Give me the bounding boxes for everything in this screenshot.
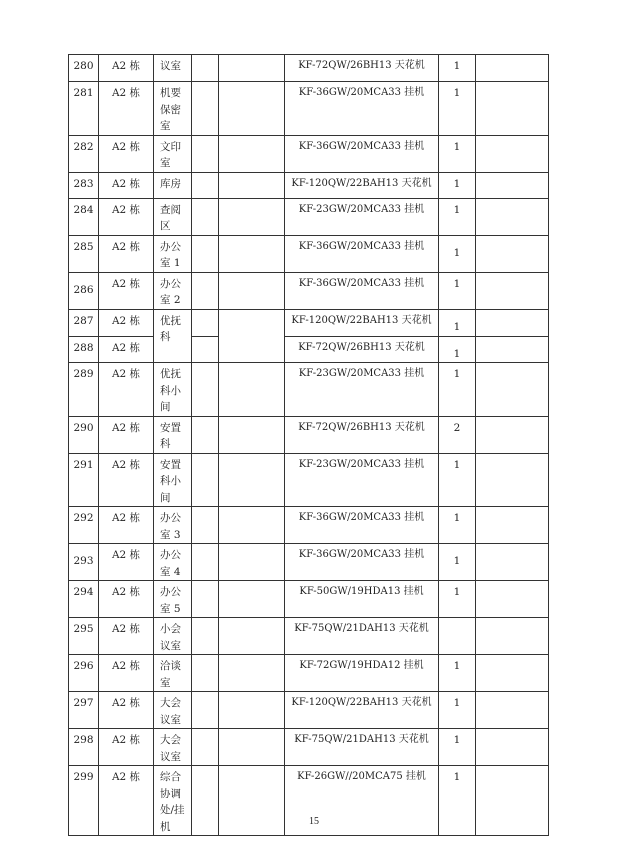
building-cell: A2 栋 — [99, 618, 154, 655]
building-cell: A2 栋 — [99, 766, 154, 836]
row-number: 285 — [69, 235, 99, 272]
table-row — [69, 363, 549, 417]
table-row — [69, 235, 549, 272]
empty-cell — [476, 655, 549, 692]
page-number: 15 — [309, 816, 319, 827]
row-number: 284 — [69, 198, 99, 235]
empty-cell — [192, 655, 219, 692]
empty-cell — [192, 336, 219, 363]
empty-cell — [219, 198, 285, 235]
empty-cell — [476, 581, 549, 618]
model-cell: KF-72QW/26BH13 天花机 — [285, 416, 439, 453]
quantity-cell: 1 — [439, 55, 476, 82]
row-number: 293 — [69, 544, 99, 581]
empty-cell — [476, 82, 549, 136]
quantity-cell: 1 — [439, 82, 476, 136]
model-cell: KF-50GW/19HDA13 挂机 — [285, 581, 439, 618]
building-cell: A2 栋 — [99, 655, 154, 692]
room-cell: 大会议室 — [154, 729, 192, 766]
model-cell: KF-120QW/22BAH13 天花机 — [285, 692, 439, 729]
quantity-cell: 1 — [439, 581, 476, 618]
table-row — [69, 82, 549, 136]
row-number: 281 — [69, 82, 99, 136]
row-number: 288 — [69, 336, 99, 363]
empty-cell — [192, 581, 219, 618]
empty-cell — [219, 55, 285, 82]
table-row — [69, 309, 549, 336]
empty-cell — [476, 309, 549, 336]
room-cell: 优抚科 — [154, 309, 192, 363]
empty-cell — [192, 416, 219, 453]
room-cell: 机要保密室 — [154, 82, 192, 136]
table-row — [69, 416, 549, 453]
table-row — [69, 55, 549, 82]
empty-cell — [219, 618, 285, 655]
empty-cell — [219, 507, 285, 544]
quantity-cell: 1 — [439, 309, 476, 336]
row-number: 296 — [69, 655, 99, 692]
room-cell: 办公室 1 — [154, 235, 192, 272]
quantity-cell: 1 — [439, 172, 476, 198]
empty-cell — [192, 135, 219, 172]
empty-cell — [219, 235, 285, 272]
empty-cell — [476, 363, 549, 417]
empty-cell — [192, 363, 219, 417]
room-cell: 安置科小间 — [154, 453, 192, 507]
row-number: 299 — [69, 766, 99, 836]
equipment-table — [68, 54, 549, 836]
room-cell: 小会议室 — [154, 618, 192, 655]
row-number: 287 — [69, 309, 99, 336]
quantity-cell: 1 — [439, 507, 476, 544]
empty-cell — [219, 692, 285, 729]
table-row — [69, 692, 549, 729]
room-cell: 办公室 3 — [154, 507, 192, 544]
model-cell: KF-23GW/20MCA33 挂机 — [285, 363, 439, 417]
model-cell: KF-72QW/26BH13 天花机 — [285, 55, 439, 82]
room-cell: 查阅区 — [154, 198, 192, 235]
quantity-cell: 1 — [439, 135, 476, 172]
table-row — [69, 544, 549, 581]
building-cell: A2 栋 — [99, 235, 154, 272]
building-cell: A2 栋 — [99, 309, 154, 336]
building-cell: A2 栋 — [99, 363, 154, 417]
model-cell: KF-120QW/22BAH13 天花机 — [285, 309, 439, 336]
empty-cell — [219, 581, 285, 618]
empty-cell — [192, 544, 219, 581]
row-number: 294 — [69, 581, 99, 618]
empty-cell — [219, 729, 285, 766]
building-cell: A2 栋 — [99, 453, 154, 507]
model-cell: KF-26GW//20MCA75 挂机 — [285, 766, 439, 836]
empty-cell — [219, 172, 285, 198]
room-cell: 办公室 4 — [154, 544, 192, 581]
empty-cell — [192, 82, 219, 136]
quantity-cell: 1 — [439, 453, 476, 507]
empty-cell — [476, 692, 549, 729]
empty-cell — [192, 198, 219, 235]
building-cell: A2 栋 — [99, 692, 154, 729]
quantity-cell: 1 — [439, 336, 476, 363]
quantity-cell: 1 — [439, 692, 476, 729]
room-cell: 议室 — [154, 55, 192, 82]
empty-cell — [476, 453, 549, 507]
empty-cell — [219, 416, 285, 453]
quantity-cell: 1 — [439, 198, 476, 235]
building-cell: A2 栋 — [99, 416, 154, 453]
model-cell: KF-23GW/20MCA33 挂机 — [285, 453, 439, 507]
model-cell: KF-36GW/20MCA33 挂机 — [285, 544, 439, 581]
model-cell: KF-72QW/26BH13 天花机 — [285, 336, 439, 363]
table-row — [69, 618, 549, 655]
empty-cell — [219, 544, 285, 581]
quantity-cell: 2 — [439, 416, 476, 453]
model-cell: KF-72GW/19HDA12 挂机 — [285, 655, 439, 692]
room-cell: 综合协调处/挂机 — [154, 766, 192, 836]
table-row — [69, 172, 549, 198]
quantity-cell — [439, 618, 476, 655]
empty-cell — [476, 135, 549, 172]
room-cell: 办公室 5 — [154, 581, 192, 618]
empty-cell — [476, 336, 549, 363]
empty-cell — [219, 272, 285, 309]
empty-cell — [192, 729, 219, 766]
building-cell: A2 栋 — [99, 272, 154, 309]
row-number: 297 — [69, 692, 99, 729]
model-cell: KF-75QW/21DAH13 天花机 — [285, 729, 439, 766]
empty-cell — [476, 198, 549, 235]
empty-cell — [476, 544, 549, 581]
model-cell: KF-36GW/20MCA33 挂机 — [285, 82, 439, 136]
building-cell: A2 栋 — [99, 544, 154, 581]
model-cell: KF-36GW/20MCA33 挂机 — [285, 135, 439, 172]
quantity-cell: 1 — [439, 363, 476, 417]
empty-cell — [219, 453, 285, 507]
empty-cell — [476, 729, 549, 766]
empty-cell — [476, 618, 549, 655]
row-number: 291 — [69, 453, 99, 507]
building-cell: A2 栋 — [99, 82, 154, 136]
room-cell: 文印室 — [154, 135, 192, 172]
empty-cell — [192, 453, 219, 507]
row-number: 292 — [69, 507, 99, 544]
table-row — [69, 198, 549, 235]
empty-cell — [219, 363, 285, 417]
room-cell: 办公室 2 — [154, 272, 192, 309]
quantity-cell: 1 — [439, 766, 476, 836]
quantity-cell: 1 — [439, 272, 476, 309]
quantity-cell: 1 — [439, 655, 476, 692]
table-row — [69, 135, 549, 172]
empty-cell — [192, 309, 219, 336]
building-cell: A2 栋 — [99, 198, 154, 235]
empty-cell — [192, 272, 219, 309]
table-row — [69, 336, 549, 363]
row-number: 282 — [69, 135, 99, 172]
quantity-cell: 1 — [439, 235, 476, 272]
row-number: 290 — [69, 416, 99, 453]
building-cell: A2 栋 — [99, 729, 154, 766]
empty-cell — [476, 416, 549, 453]
table-row — [69, 655, 549, 692]
table-row — [69, 507, 549, 544]
room-cell: 大会议室 — [154, 692, 192, 729]
empty-cell — [192, 507, 219, 544]
empty-cell — [192, 692, 219, 729]
model-cell: KF-75QW/21DAH13 天花机 — [285, 618, 439, 655]
table-row — [69, 729, 549, 766]
building-cell: A2 栋 — [99, 172, 154, 198]
empty-cell — [219, 135, 285, 172]
empty-cell — [219, 309, 285, 363]
model-cell: KF-36GW/20MCA33 挂机 — [285, 507, 439, 544]
model-cell: KF-120QW/22BAH13 天花机 — [285, 172, 439, 198]
building-cell: A2 栋 — [99, 336, 154, 363]
empty-cell — [192, 172, 219, 198]
model-cell: KF-36GW/20MCA33 挂机 — [285, 235, 439, 272]
room-cell: 优抚科小间 — [154, 363, 192, 417]
room-cell: 库房 — [154, 172, 192, 198]
building-cell: A2 栋 — [99, 507, 154, 544]
empty-cell — [192, 55, 219, 82]
empty-cell — [192, 235, 219, 272]
table-row — [69, 453, 549, 507]
building-cell: A2 栋 — [99, 55, 154, 82]
quantity-cell: 1 — [439, 544, 476, 581]
row-number: 280 — [69, 55, 99, 82]
empty-cell — [476, 272, 549, 309]
empty-cell — [219, 82, 285, 136]
empty-cell — [219, 655, 285, 692]
model-cell: KF-36GW/20MCA33 挂机 — [285, 272, 439, 309]
empty-cell — [476, 172, 549, 198]
row-number: 286 — [69, 272, 99, 309]
room-cell: 洽谈室 — [154, 655, 192, 692]
room-cell: 安置科 — [154, 416, 192, 453]
table-row — [69, 581, 549, 618]
empty-cell — [476, 507, 549, 544]
row-number: 289 — [69, 363, 99, 417]
empty-cell — [476, 55, 549, 82]
building-cell: A2 栋 — [99, 581, 154, 618]
model-cell: KF-23GW/20MCA33 挂机 — [285, 198, 439, 235]
row-number: 298 — [69, 729, 99, 766]
building-cell: A2 栋 — [99, 135, 154, 172]
quantity-cell: 1 — [439, 729, 476, 766]
table-row — [69, 272, 549, 309]
empty-cell — [476, 235, 549, 272]
row-number: 283 — [69, 172, 99, 198]
empty-cell — [192, 618, 219, 655]
row-number: 295 — [69, 618, 99, 655]
